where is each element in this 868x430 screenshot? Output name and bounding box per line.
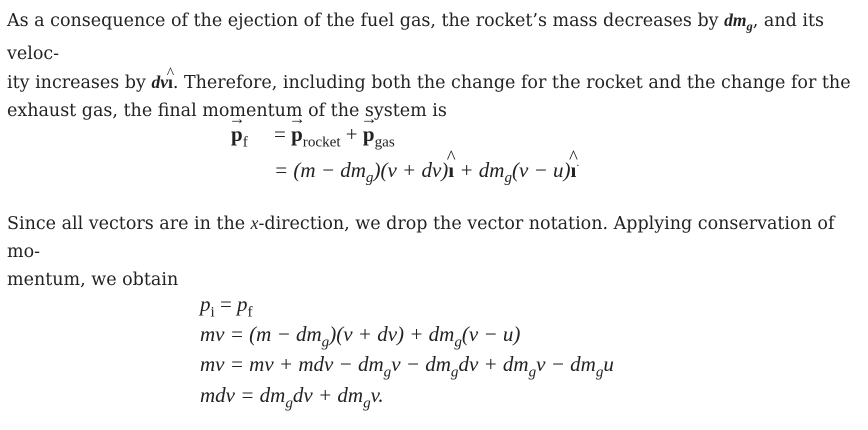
equation-final-momentum-line2: = $(m - dm_g)(v$ + dv)^ ı + $dm_g(v$ − u)^ ı.: [274, 155, 579, 187]
text-segment: . Therefore, including both the change for the rocket and the change for the: [172, 73, 851, 94]
equation-conservation-line1: $p_i = p_f$: [200, 292, 253, 321]
paragraph-conservation: [7, 209, 852, 294]
equation-final-momentum-lhs: → $p_f$: [231, 122, 248, 151]
equation-conservation-line4: mdv = $dm_gdv + dm_gv$.: [200, 383, 384, 412]
text-segment: , and its veloc-: [7, 11, 824, 65]
text-segment: Since all vectors are in the: [7, 214, 251, 234]
math-dmg: $dm_g$: [724, 10, 753, 34]
text-segment: ity increases by: [7, 73, 152, 94]
equation-conservation-line3: mv = mv + mdv − $dm_gv - dm_gdv + dm_gv - dm_gu$: [200, 352, 614, 381]
paragraph-momentum-intro: [7, 6, 852, 125]
text-segment: As a consequence of the ejection of the fuel gas, the rocket’s mass decreases by: [7, 11, 725, 31]
equation-final-momentum-line1: = → $p_{rocket}$ + → $p_{gas}$: [274, 122, 395, 151]
math-dv-ihat: dv^ ı: [151, 72, 172, 92]
equation-conservation-line2: mv = $(m - dm_g)(v + dv) + dm_g(v - u)$: [200, 322, 521, 351]
text-segment: -direction, we drop the vector notation. Applying conservation of mo-: [7, 214, 835, 262]
math-x: x: [250, 213, 259, 233]
text-segment: exhaust gas, the final momentum of the system is: [7, 101, 447, 122]
text-segment: mentum, we obtain: [7, 270, 179, 290]
